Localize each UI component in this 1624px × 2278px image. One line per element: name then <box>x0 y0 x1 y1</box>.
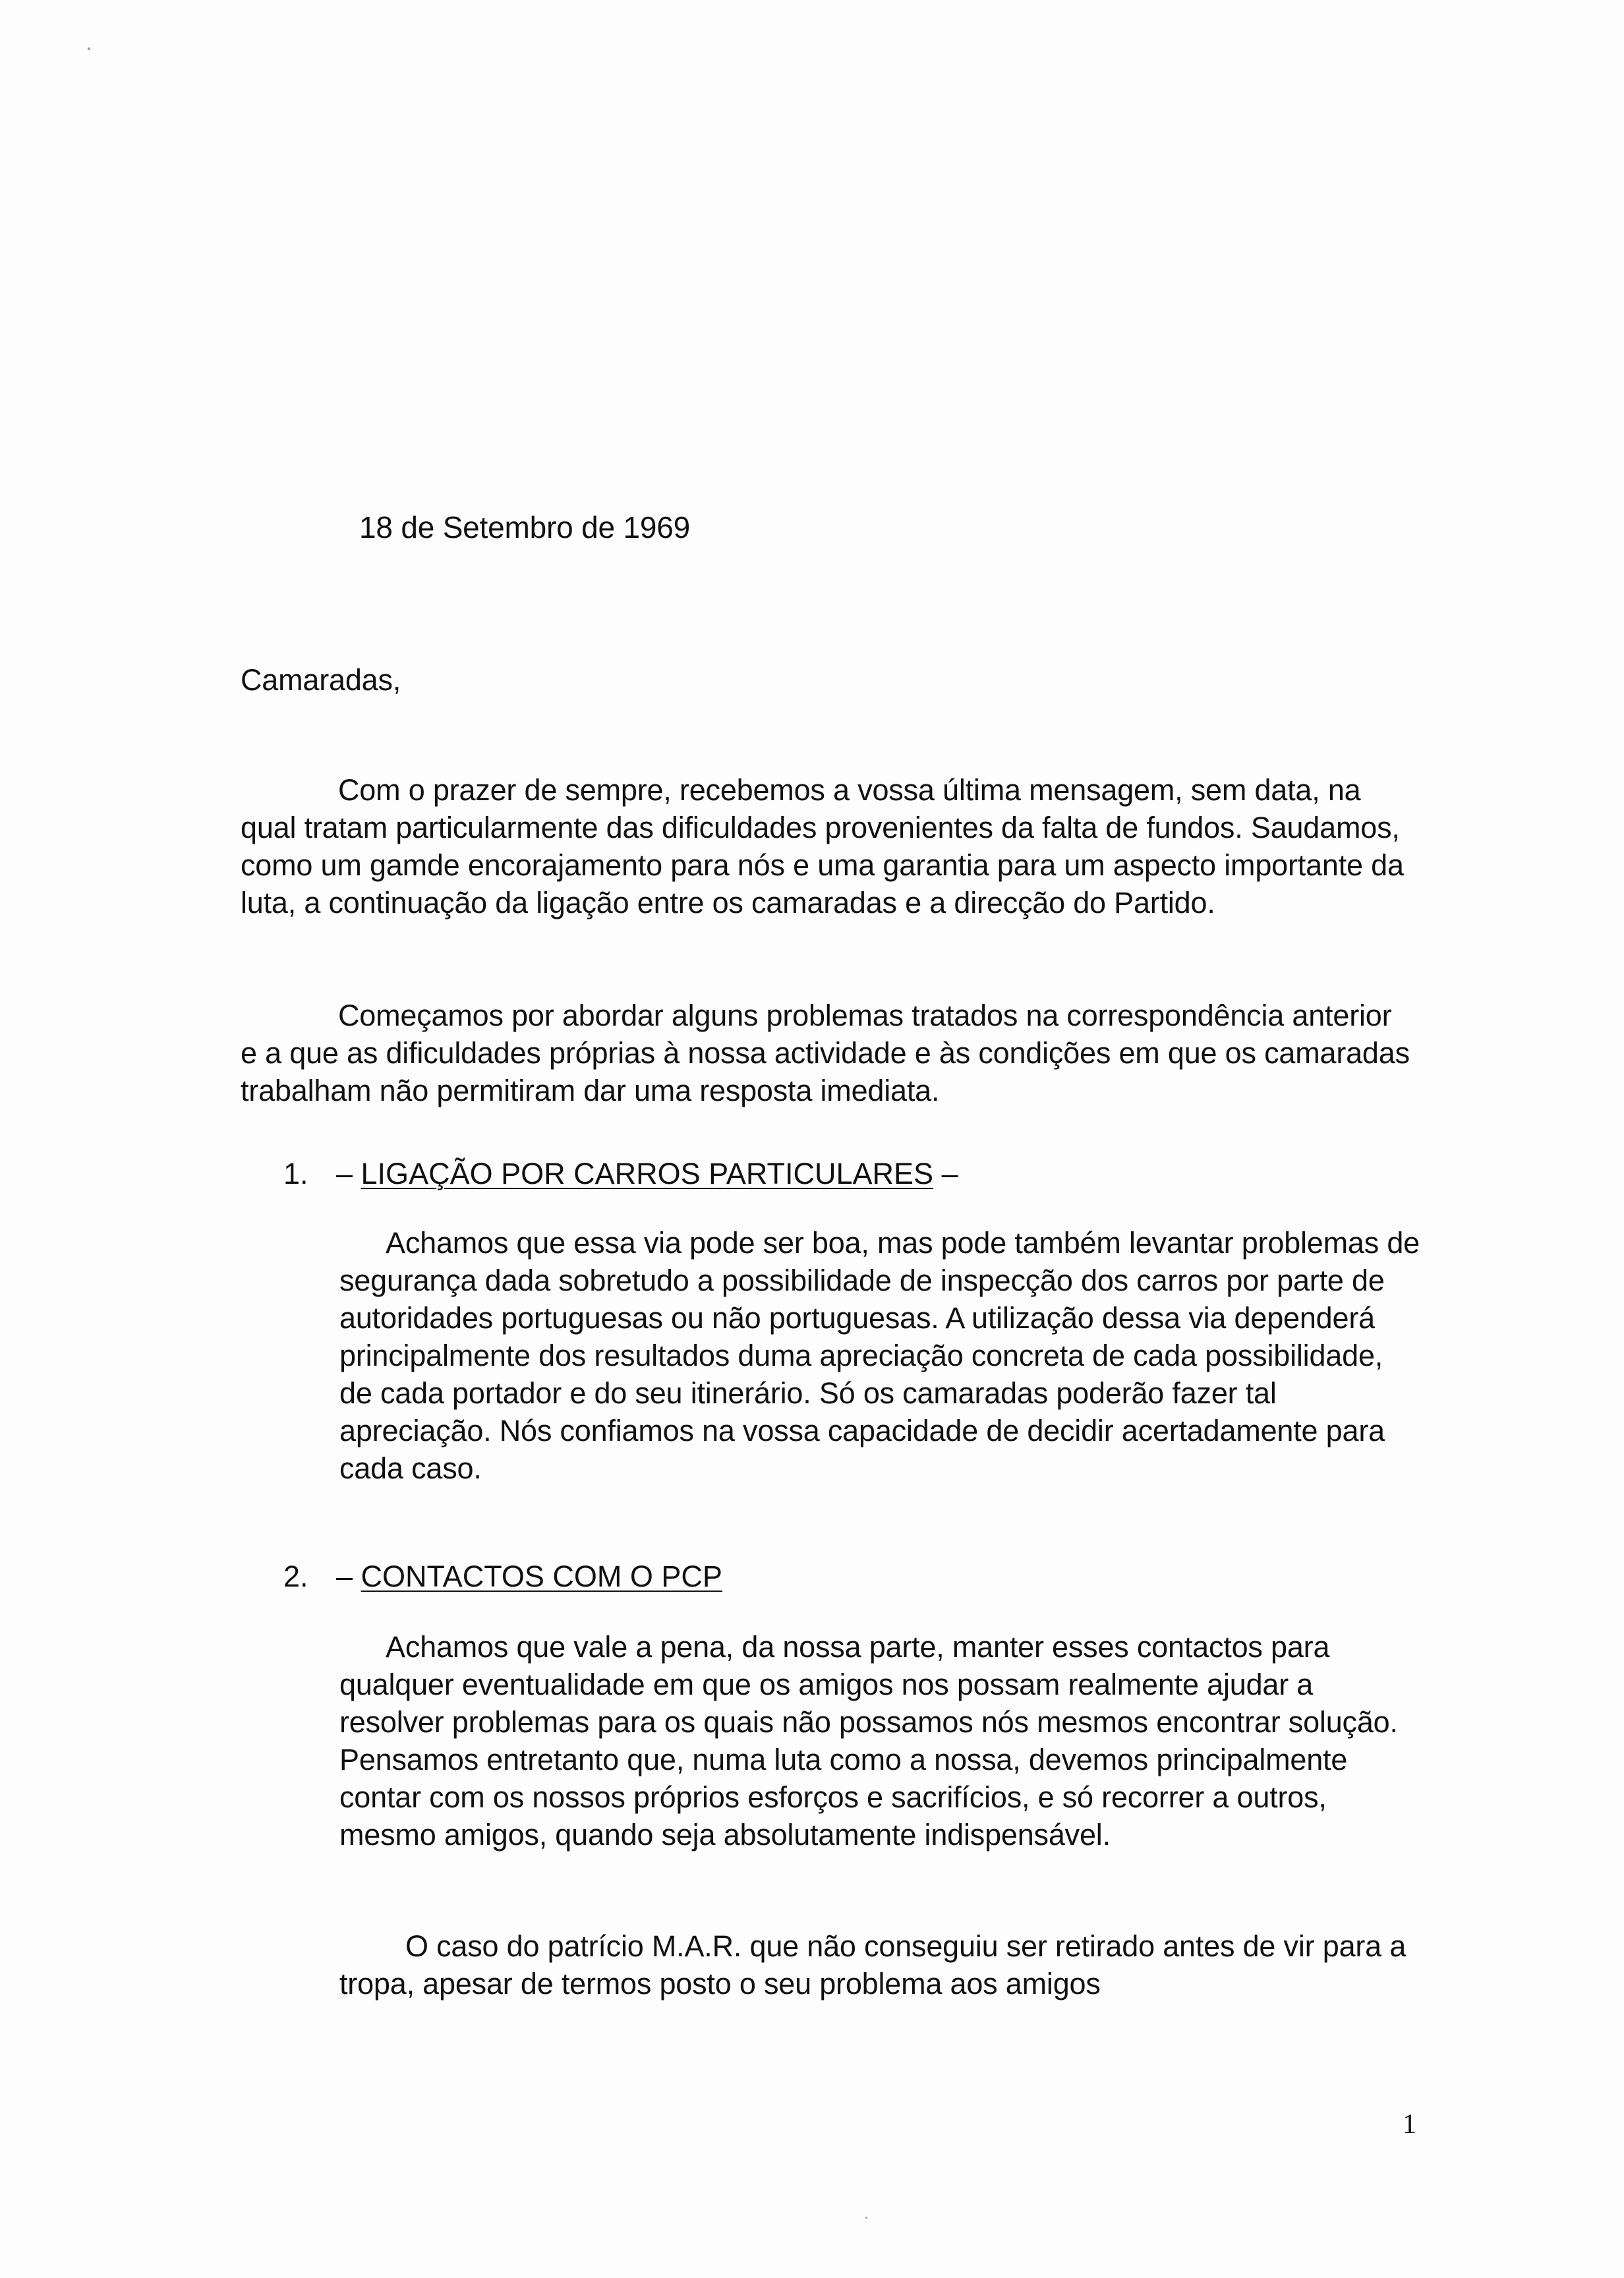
section-paragraph <box>339 1927 1427 2002</box>
section-number: 2. <box>283 1560 308 1593</box>
section-dash: – <box>933 1157 958 1190</box>
section-title: LIGAÇÃO POR CARROS PARTICULARES <box>361 1157 934 1190</box>
scan-speck <box>88 47 90 50</box>
letter-salutation: Camaradas, <box>241 663 401 697</box>
section-paragraph <box>339 1224 1420 1487</box>
section-paragraph-text: Achamos que essa via pode ser boa, mas pode também levantar problemas de segurança dada sobretudo a possibilidade de inspecção dos carros por parte de autoridades portuguesas ou não portuguesas. A utilização dessa via dependerá principalmente dos resultados duma apreciação concreta de cada possibilidade, de cada portador e do seu itinerário. Só os camaradas poderão fazer tal apreciação. Nós confiamos na vossa capacidade de decidir acertadamente para cada caso. <box>339 1226 1420 1485</box>
section-paragraph-text: Achamos que vale a pena, da nossa parte, manter esses contactos para qualquer eventualidade em que os amigos nos possam realmente ajudar a resolver problemas para os quais não possamos nós mesmos encontrar solução. Pensamos entretanto que, numa luta como a nossa, devemos principalmente contar com os nossos próprios esforços e sacrifícios, e só recorrer a outros, mesmo amigos, quando seja absolutamente indispensável. <box>339 1630 1398 1852</box>
body-paragraph <box>241 771 1414 921</box>
scan-speck <box>865 2217 867 2219</box>
body-paragraph-text: Com o prazer de sempre, recebemos a vossa última mensagem, sem data, na qual tratam particularmente das dificuldades provenientes da falta de fundos. Saudamos, como um gamde encorajamento para nós e uma garantia para um aspecto importante da luta, a continuação da ligação entre os camaradas e a direcção do Partido. <box>241 773 1404 920</box>
section-title: CONTACTOS COM O PCP <box>361 1560 722 1593</box>
section-number: 1. <box>283 1157 308 1190</box>
body-paragraph <box>241 997 1414 1109</box>
letter-date: 18 de Setembro de 1969 <box>359 510 690 544</box>
section-dash: – <box>336 1157 361 1190</box>
section-dash: – <box>336 1560 361 1593</box>
page-number: 1 <box>1403 2109 1416 2140</box>
section-heading-1 <box>283 1155 958 1192</box>
section-paragraph-text: O caso do patrício M.A.R. que não conseguiu ser retirado antes de vir para a tropa, apesar de termos posto o seu problema aos amigos <box>339 1929 1406 2001</box>
body-paragraph-text: Começamos por abordar alguns problemas tratados na correspondência anterior e a que as dificuldades próprias à nossa actividade e às condições em que os camaradas trabalham não permitiram dar uma resposta imediata. <box>241 999 1410 1107</box>
section-paragraph <box>339 1628 1420 1854</box>
section-heading-2 <box>283 1558 722 1595</box>
